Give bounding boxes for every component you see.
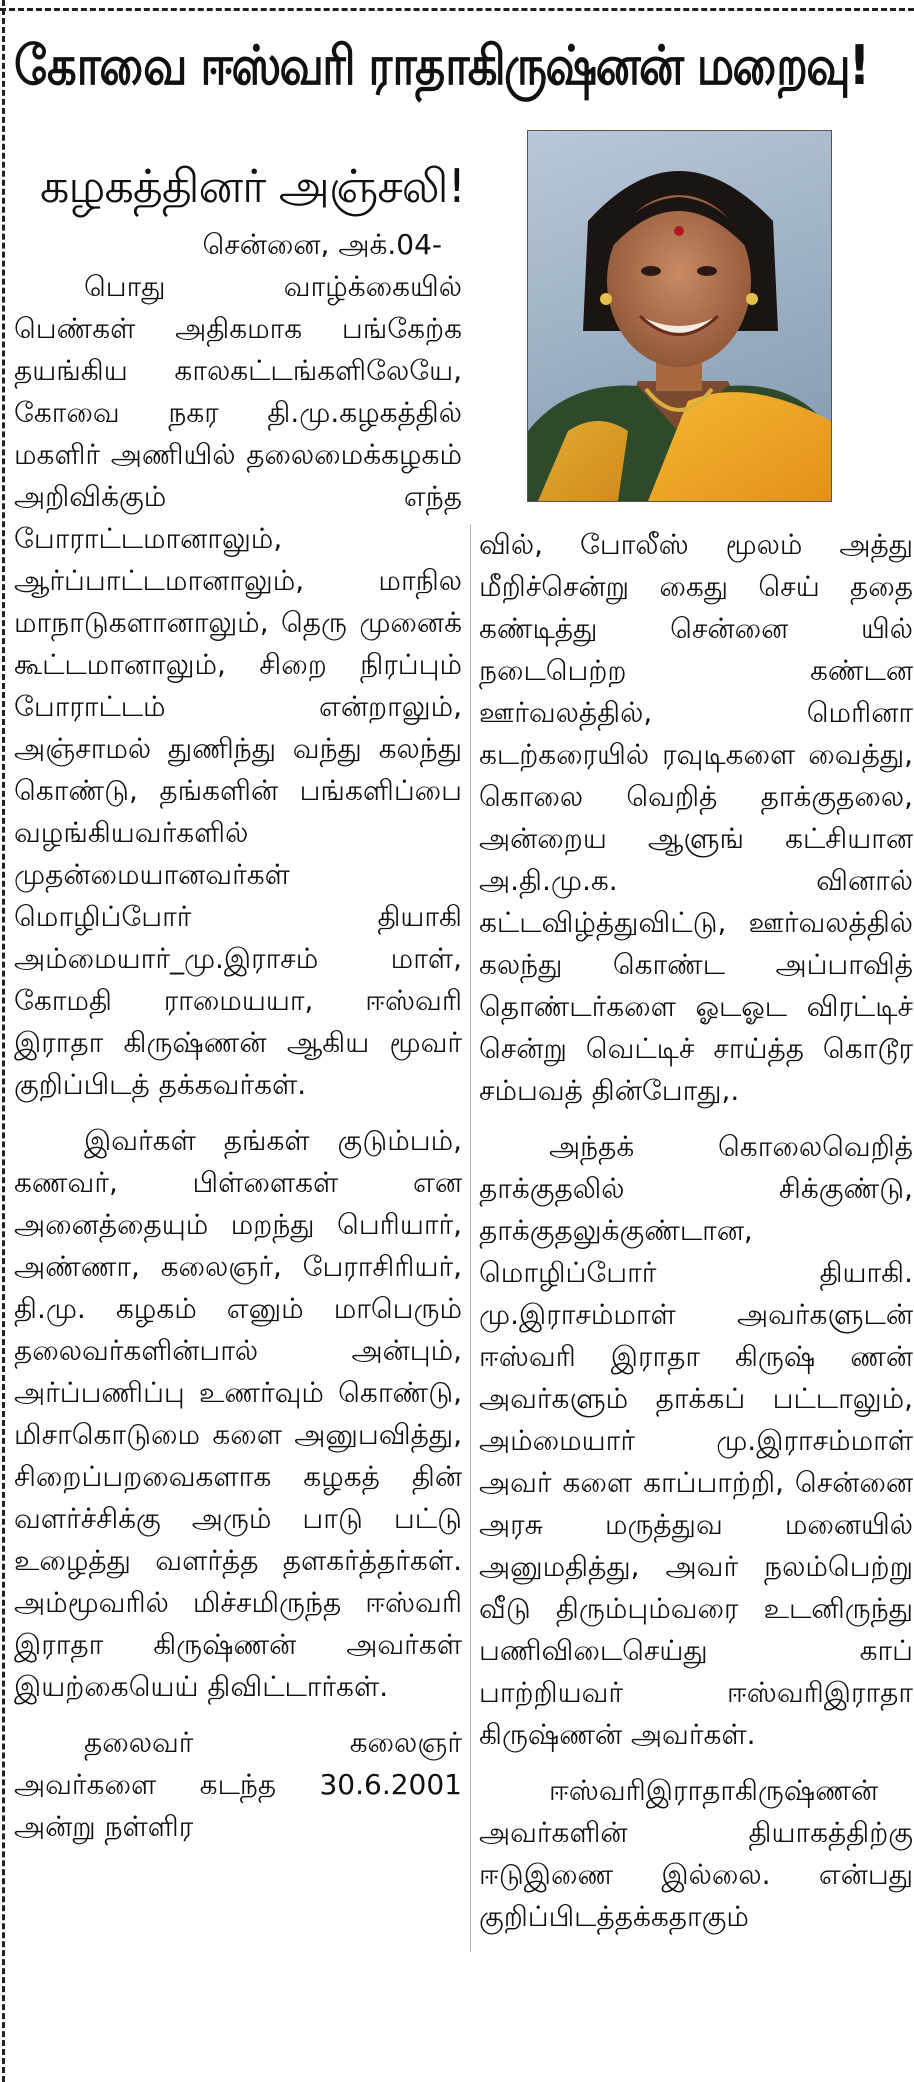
right-column (470, 524, 913, 1952)
left-paragraph-2: இவர்கள் தங்கள் குடும்பம், கணவர், பிள்ளைகள் என அனைத்தையும் மறந்து பெரியார், அண்ணா, கலைஞர், பேராசிரியர், தி.மு. கழகம் எனும் மாபெரும் தலைவர்களின்பால் அன்பும், அர்ப்பணிப்பு உணர்வும் கொண்டு, மிசாகொடுமை களை அனுபவித்து, சிறைப்பறவைகளாக கழகத் தின் வளர்ச்சிக்கு அரும் பாடு பட்டு உழைத்து வளர்த்த தளகர்த்தர்கள். அம்மூவரில் மிச்சமிருந்த ஈஸ்வரி இராதா கிருஷ்ணன் அவர்கள் இயற்கையெய் திவிட்டார்கள். (14, 1124, 462, 1703)
headline: கோவை ஈஸ்வரி ராதாகிருஷ்னன் மறைவு! (14, 34, 869, 97)
portrait-illustration (528, 131, 831, 501)
left-paragraph-1: பொது வாழ்க்கையில் பெண்கள் அதிகமாக பங்கேற்க தயங்கிய காலகட்டங்களிலேயே, கோவை நகர தி.மு.கழகத்தில் மகளிர் அணியில் தலைமைக்கழகம் அறிவிக்கும் எந்த போராட்டமானாலும், ஆர்ப்பாட்டமானாலும், மாநில மாநாடுகளானாலும், தெரு முனைக் கூட்டமானாலும், சிறை நிரப்பும் போராட்டம் என்றாலும், அஞ்சாமல் துணிந்து வந்து கலந்து கொண்டு, தங்களின் பங்களிப்பை வழங்கியவர்களில் முதன்மையானவர்கள் மொழிப்போர் தியாகி அம்மையார்_மு.இராசம் மாள், கோமதி ராமையயா, ஈஸ்வரி இராதா கிருஷ்ணன் ஆகிய மூவர் குறிப்பிடத் தக்கவர்கள். (14, 270, 462, 1101)
left-paragraph-3: தலைவர் கலைஞர் அவர்களை கடந்த 30.6.2001 அன்று நள்ளிர (14, 1726, 462, 1843)
subheadline: கழகத்தினர் அஞ்சலி! (40, 159, 466, 213)
right-paragraph-2: அந்தக் கொலைவெறித் தாக்குதலில் சிக்குண்டு, தாக்குதலுக்குண்டான, மொழிப்போர் தியாகி. மு.இராசம்மாள் அவர்களுடன் ஈஸ்வரி இராதா கிருஷ் ணன் அவர்களும் தாக்கப் பட்டாலும், அம்மையார் மு.இராசம்மாள் அவர் களை காப்பாற்றி, சென்னை அரசு மருத்துவ மனையில் அனுமதித்து, அவர் நலம்பெற்று வீடு திரும்பும்வரை உடனிருந்து பணிவிடைசெய்து காப் பாற்றியவர் ஈஸ்வரிஇராதா கிருஷ்ணன் அவர்கள். (479, 1130, 913, 1751)
right-paragraph-1: வில், போலீஸ் மூலம் அத்து மீறிச்சென்று கைது செய் ததை கண்டித்து சென்னை யில் நடைபெற்ற கண்டன ஊர்வலத்தில், மெரினா கடற்கரையில் ரவுடிகளை வைத்து, கொலை வெறித் தாக்குதலை, அன்றைய ஆளுங் கட்சியான அ.தி.மு.க. வினால் கட்டவிழ்த்துவிட்டு, ஊர்வலத்தில் கலந்து கொண்ட அப்பாவித் தொண்டர்களை ஓடஓட விரட்டிச் சென்று வெட்டிச் சாய்த்த கொடூர சம்பவத் தின்போது,. (479, 528, 913, 1107)
right-paragraph-3: ஈஸ்வரிஇராதாகிருஷ்ணன் அவர்களின் தியாகத்திற்கு ஈடுஇணை இல்லை. என்பது குறிப்பிடத்தக்கதாகும் (479, 1774, 913, 1933)
top-dashed-border (0, 8, 914, 11)
dateline: சென்னை, அக்.04- (202, 228, 442, 261)
portrait-photo (527, 130, 832, 502)
left-dashed-border (2, 0, 5, 2082)
left-column (14, 224, 462, 1862)
